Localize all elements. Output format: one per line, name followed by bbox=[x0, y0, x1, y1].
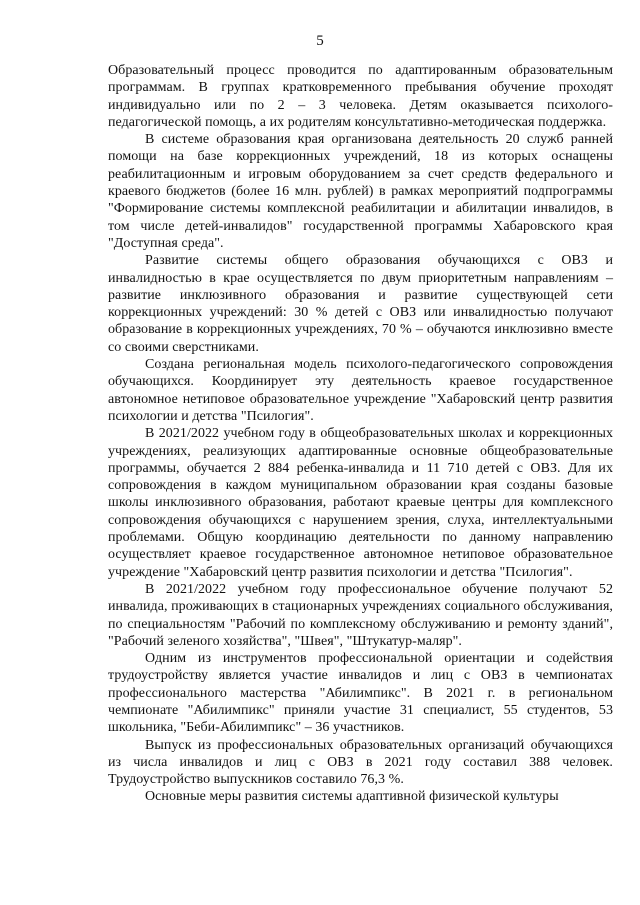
paragraph-educational-process: Образовательный процесс проводится по адаптированным образовательным программам. В группах кратковременного пребывания обучение проходят индивидуально или по 2 – 3 человека. Детям оказывается психолого-педагогической помощь, а их родителям консультативно-методическая поддержка. bbox=[108, 63, 613, 130]
paragraph-school-year-students: В 2021/2022 учебном году в общеобразовательных школах и коррекционных учреждениях, реализующих адаптированные основные общеобразовательные программы, обучается 2 884 ребенка-инвалида и 11 710 детей с ОВЗ. Для их сопровождения в каждом муниципальном образовании края созданы базовые школы инклюзивного образования, работают краевые центры для комплексного сопровождения обучающихся с нарушением зрения, слуха, интеллектуальными проблемами. Общую координацию деятельности по данному направлению осуществляет краевое государственное автономное нетиповое образовательное учреждение "Хабаровский центр развития психологии и детства "Псилогия". bbox=[108, 426, 613, 580]
page-number: 5 bbox=[316, 33, 324, 49]
paragraph-early-help-services: В системе образования края организована деятельность 20 служб ранней помощи на базе коррекционных учреждений, 18 из которых оснащены реабилитационным и игровым оборудованием за счет средств федерального и краевого бюджетов (более 16 млн. рублей) в рамках мероприятий подпрограммы "Формирование системы комплексной реабилитации и абилитации инвалидов, в том числе детей-инвалидов" государственной программы Хабаровского края "Доступная среда". bbox=[108, 132, 613, 251]
paragraph-abilympics: Одним из инструментов профессиональной ориентации и содействия трудоустройству является участие инвалидов и лиц с ОВЗ в чемпионатах профессионального мастерства "Абилимпикс". В 2021 г. в региональном чемпионате "Абилимпикс" приняли участие 31 специалист, 55 студентов, 53 школьника, "Беби-Абилимпикс" – 36 участников. bbox=[108, 651, 613, 736]
paragraph-general-education-development: Развитие системы общего образования обучающихся с ОВЗ и инвалидностью в крае осуществляется по двум приоритетным направлениям – развитие инклюзивного образования и развитие существующей сети коррекционных учреждений: 30 % детей с ОВЗ или инвалидностью получают образование в коррекционных учреждениях, 70 % – обучаются инклюзивно вместе со своими сверстниками. bbox=[108, 253, 613, 355]
paragraph-vocational-training: В 2021/2022 учебном году профессиональное обучение получают 52 инвалида, проживающих в стационарных учреждениях социального обслуживания, по специальностям "Рабочий по комплексному обслуживанию и ремонту зданий", "Рабочий зеленого хозяйства", "Швея", "Штукатур-маляр". bbox=[108, 581, 613, 649]
paragraph-graduates: Выпуск из профессиональных образовательных организаций обучающихся из числа инвалидов и лиц с ОВЗ в 2021 году составил 388 человек. Трудоустройство выпускников составило 76,3 %. bbox=[108, 737, 613, 788]
document-body bbox=[108, 62, 613, 806]
paragraph-adaptive-physical-culture: Основные меры развития системы адаптивной физической культуры bbox=[145, 789, 559, 805]
paragraph-regional-model: Создана региональная модель психолого-педагогического сопровождения обучающихся. Координирует эту деятельность краевое государственное автономное нетиповое образовательное учреждение "Хабаровский центр развития психологии и детства "Псилогия". bbox=[108, 357, 613, 424]
